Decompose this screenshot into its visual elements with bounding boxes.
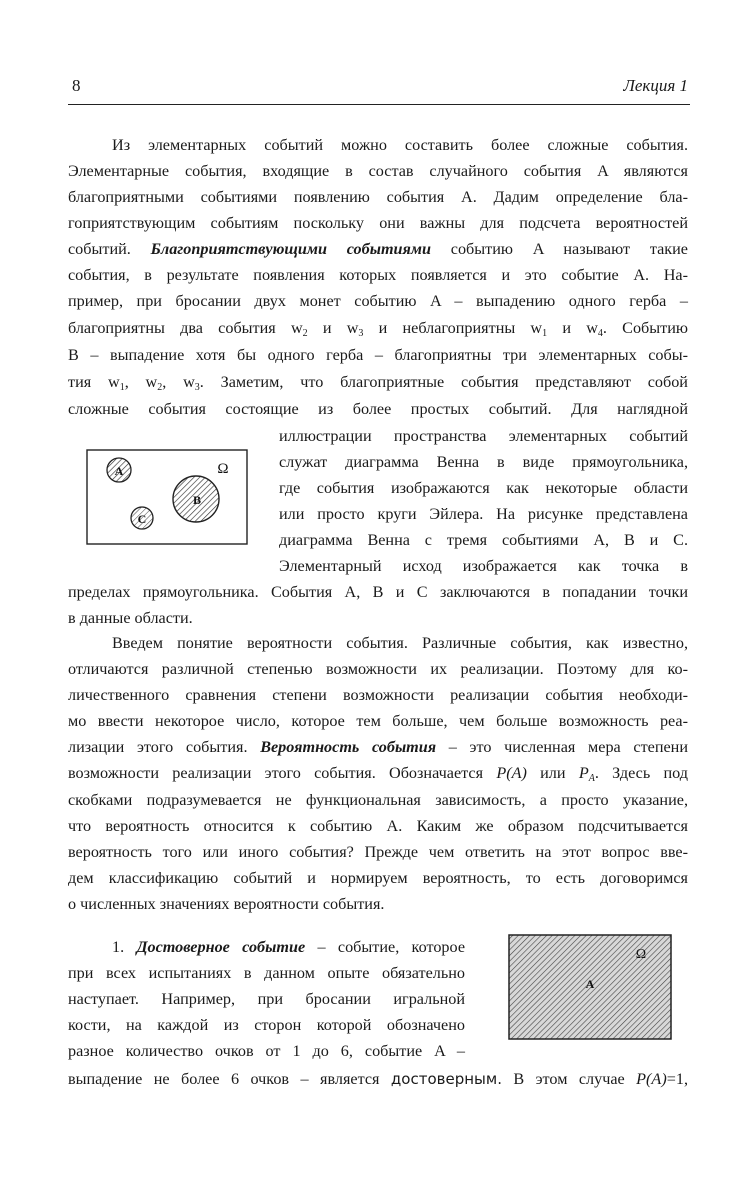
text-line: при всех испытаниях в данном опыте обязательно (68, 964, 465, 982)
text-line: благоприятными событиями появлению события A. Дадим определение бла- (68, 188, 688, 206)
page-header (72, 76, 688, 100)
text-line: или просто круги Эйлера. На рисунке представлена (279, 505, 688, 523)
text-line: в данные области. (68, 609, 193, 627)
omega-label: Ω (635, 947, 647, 962)
event-a-label: A (585, 977, 595, 991)
text-line: пример, при бросании двух монет событию A – выпадению одного герба – (68, 292, 688, 310)
event-c-label: C (137, 512, 147, 526)
text-line: Введем понятие вероятности события. Различные события, как известно, (112, 634, 688, 652)
text-line: служат диаграмма Венна в виде прямоугольника, (279, 453, 688, 471)
venn-diagram (86, 449, 248, 545)
term-certain-event: Достоверное событие (136, 938, 306, 956)
text-line: мо ввести некоторое число, которое тем больше, чем больше возможность реа- (68, 712, 688, 730)
event-a-label: A (114, 464, 124, 478)
text-line: Элементарные события, входящие в состав случайного события A являются (68, 162, 688, 180)
text-line: скобками подразумевается не функциональная зависимость, а просто указание, (68, 791, 688, 809)
text-line: Из элементарных событий можно составить более сложные события. (112, 136, 688, 154)
text-line: сложные события состоящие из более простых событий. Для наглядной (68, 400, 688, 418)
term-probability: Вероятность события (260, 738, 437, 756)
text-line: дем классификацию событий и нормируем вероятность, то есть договоримся (68, 869, 688, 887)
text-line: иллюстрации пространства элементарных событий (279, 427, 688, 445)
text-line: разное количество очков от 1 до 6, событие A – (68, 1042, 465, 1060)
text-line: события, в результате появления которых появляется и это событие A. На- (68, 266, 688, 284)
text-line: возможности реализации этого события. Обозначается P(A) или $P_A$. Здесь под (68, 764, 689, 784)
text-line: о численных значениях вероятности события. (68, 895, 385, 913)
omega-label: Ω (217, 461, 229, 477)
text-line: выпадение не более 6 очков – является достоверным. В этом случае P(A)=1, (68, 1070, 688, 1088)
event-b-label: B (192, 493, 202, 507)
text-line: что вероятность относится к событию A. Каким же образом подсчитывается (68, 817, 688, 835)
text-line: наступает. Например, при бросании игральной (68, 990, 465, 1008)
text-line: гоприятствующим событиям поскольку они важны для подсчета вероятностей (68, 214, 688, 232)
header-rule (68, 104, 690, 105)
text-line: диаграмма Венна с тремя событиями A, B и C. (279, 531, 688, 549)
text-line: Элементарный исход изображается как точка в (279, 557, 688, 575)
term-favorable-events: Благоприятствующими событиями (150, 240, 431, 258)
text-line: благоприятны два события $w_2$ и $w_3$ и неблагоприятны $w_1$ и $w_4$. Событию (68, 319, 688, 339)
text-line: тия $w_1$, $w_2$, $w_3$. Заметим, что благоприятные события представляют собой (68, 373, 688, 393)
running-title: Лекция 1 (623, 76, 688, 95)
text-line: личественного сравнения степени возможности реализации события необходи- (68, 686, 688, 704)
text-line: кости, на каждой из сторон которой обозначено (68, 1016, 465, 1034)
text-line: B – выпадение хотя бы одного герба – благоприятны три элементарных собы- (68, 346, 688, 364)
text-line: где события изображаются как некоторые области (279, 479, 688, 497)
text-line: 1. Достоверное событие – событие, которое (112, 938, 466, 956)
text-line: лизации этого события. Вероятность события – это численная мера степени (68, 738, 689, 756)
text-line: отличаются различной степенью возможности их реализации. Поэтому для ко- (68, 660, 688, 678)
page-number: 8 (72, 76, 81, 95)
text-line: событий. Благоприятствующими событиями событию A называют такие (68, 240, 688, 258)
text-line: пределах прямоугольника. События A, B и C заключаются в попадании точки (68, 583, 688, 601)
text-line: вероятность того или иного события? Прежде чем ответить на этот вопрос вве- (68, 843, 688, 861)
certain-event-diagram (508, 934, 672, 1040)
